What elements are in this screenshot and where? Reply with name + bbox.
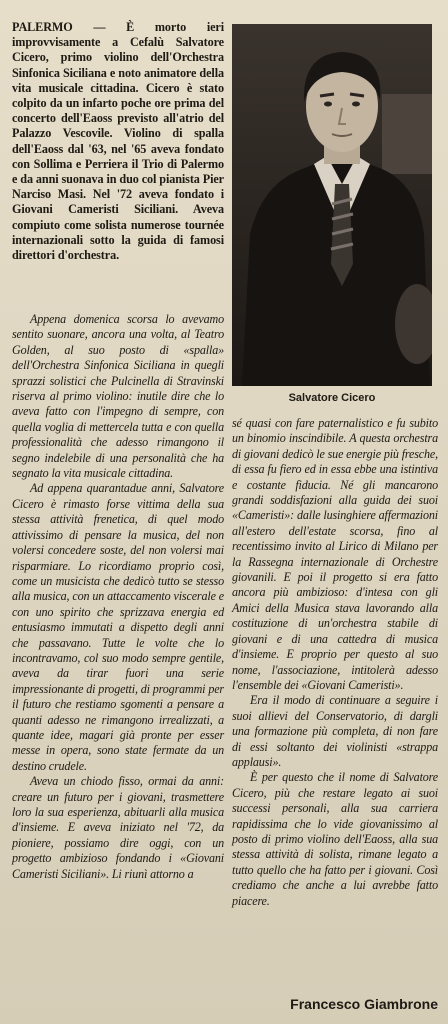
paragraph: Appena domenica scorsa lo avevamo sentito suonare, ancora una volta, al Teatro Golden, al suo posto di «spalla» dell'Orchestra Sinfonica Siciliana in quegli sprazzi solistici che Pulcinella di Stravinski riserva al primo violino: inutile dire che lo aveva fatto con l'impegno di sempre, con quella voglia di mettercela tutta e con quella professionalità che adesso rimangono il segno indelebile di una personalità che ha segnato la vita musicale cittadina. bbox=[12, 312, 224, 481]
paragraph: Era il modo di continuare a seguire i suoi allievi del Conservatorio, di dargli una formazione più completa, di non fare di essi soltanto dei violinisti «strappa applausi». bbox=[232, 693, 438, 769]
lead-paragraph bbox=[12, 20, 224, 263]
paragraph: È per questo che il nome di Salvatore Cicero, più che restare legato ai suoi successi personali, alla sua carriera rapidissima che lo vide giovanissimo al posto di primo violino dell'Eaoss, alla sua stessa attività di solista, rimane legato a tutto quello che ha fatto per i giovani. Così crediamo che anche a lui avrebbe fatto piacere. bbox=[232, 770, 438, 908]
paragraph: Aveva un chiodo fisso, ormai da anni: creare un futuro per i giovani, trasmettere loro la sua esperienza, abituarli alla musica d'insieme. E aveva iniziato nel '72, da pioniere, possiamo dire oggi, con un progetto ambizioso fondando i «Giovani Cameristi Siciliani». Li riunì attorno a bbox=[12, 774, 224, 881]
paragraph: sé quasi con fare paternalistico e fu subito un binomio inscindibile. A questa orchestra di giovani dedicò le sue energie più fresche, di essa fu fiero ed in essa ebbe una istintiva e costante fiducia. Né gli mancarono grandi soddisfazioni alla guida dei suoi «Cameristi»: dalle lusinghiere affermazioni all'estero dell'estate scorsa, fino al recentissimo invito al Lirico di Milano per la Rassegna internazionale di Orchestre giovanili. E poi il progetto si era fatto ancora più ambizioso: d'intesa con gli Amici della Musica stava lavorando alla costituzione di un'orchestra stabile di giovani e di una cattedra di musica d'insieme. E proprio per questo al suo nome, l'associazione, intitolerà adesso l'ensemble dei «Giovani Cameristi». bbox=[232, 416, 438, 692]
article-column-right bbox=[232, 416, 438, 909]
portrait-photo bbox=[232, 24, 432, 386]
photo-caption: Salvatore Cicero bbox=[288, 392, 376, 404]
author-byline: Francesco Giambrone bbox=[290, 996, 438, 1012]
paragraph: Ad appena quarantadue anni, Salvatore Cicero è rimasto forse vittima della sua stessa attività frenetica, di quel modo attivissimo di pensare la musica, del non volersi concedere soste, del non volersi mai risparmiare. Lo ricordiamo proprio così, come un musicista che dedicò tutto se stesso alla musica, con un attaccamento viscerale e con uno spirito che sprizzava energia ed entusiasmo immutati a dispetto degli anni che passavano. Tutte le volte che lo incontravamo, col suo modo sempre gentile, aveva da tirar fuori una serie impressionante di progetti, di programmi per il futuro che restiamo sgomenti a pensare a quanti adesso ne rimangono irrealizzati, a quante idee, magari già pronte per esser messe in opera, sono state fermate da un destino crudele. bbox=[12, 481, 224, 773]
article-column-left bbox=[12, 312, 224, 882]
lead-text: È morto ieri improvvisamente a Cefalù Salvatore Cicero, primo violino dell'Orchestra Sinfonica Siciliana e noto animatore della vita musicale cittadina. Cicero è stato colpito da un infarto poche ore prima del concerto dell'Eaoss previsto all'atrio del Palazzo Vescovile. Violino di spalla dell'Eaoss dal '63, nel '65 aveva fondato con Sollima e Perriera il Trio di Palermo e da anni suonava in duo col pianista Pier Narciso Masi. Nel '72 aveva fondato i Giovani Cameristi Siciliani. Aveva compiuto come solista numerose tournée internazionali sotto la guida di famosi direttori d'orchestra. bbox=[12, 20, 225, 263]
dateline: PALERMO — bbox=[12, 20, 106, 34]
